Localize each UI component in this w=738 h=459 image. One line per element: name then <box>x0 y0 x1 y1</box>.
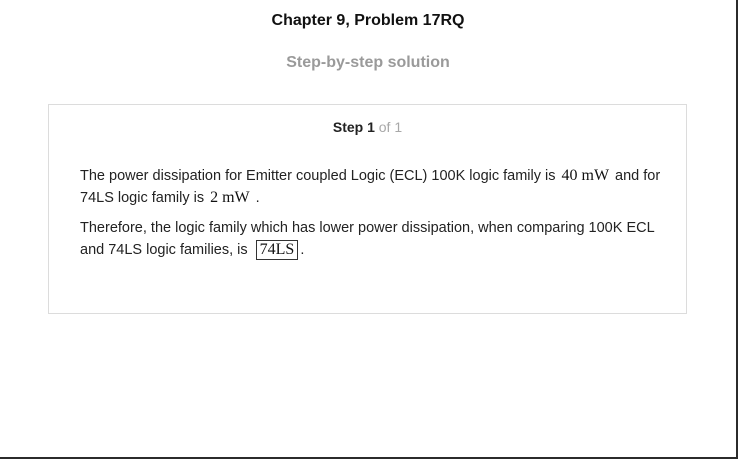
step-body <box>80 165 670 269</box>
math-value-74ls: 2 mW <box>210 189 250 206</box>
page-title: Chapter 9, Problem 17RQ <box>271 12 465 29</box>
paragraph-conclusion <box>80 217 670 261</box>
p2-period: . <box>300 242 305 258</box>
paragraph-power-dissipation <box>80 165 670 209</box>
solution-step-card <box>48 104 687 314</box>
p1-text-2: and for 74LS logic family is <box>80 168 661 206</box>
step-label: Step 1 <box>332 119 375 135</box>
math-value-ecl: 40 mW <box>561 167 610 184</box>
solution-subtitle: Step-by-step solution <box>286 54 450 71</box>
p2-text: Therefore, the logic family which has lower power dissipation, when comparing 100K ECL and 74LS logic families, is <box>80 220 655 258</box>
step-header <box>49 119 686 135</box>
boxed-answer: 74LS <box>256 240 299 260</box>
p1-period: . <box>255 190 260 206</box>
step-count: of 1 <box>378 119 403 135</box>
p1-text-1: The power dissipation for Emitter coupled Logic (ECL) 100K logic family is <box>80 168 556 184</box>
